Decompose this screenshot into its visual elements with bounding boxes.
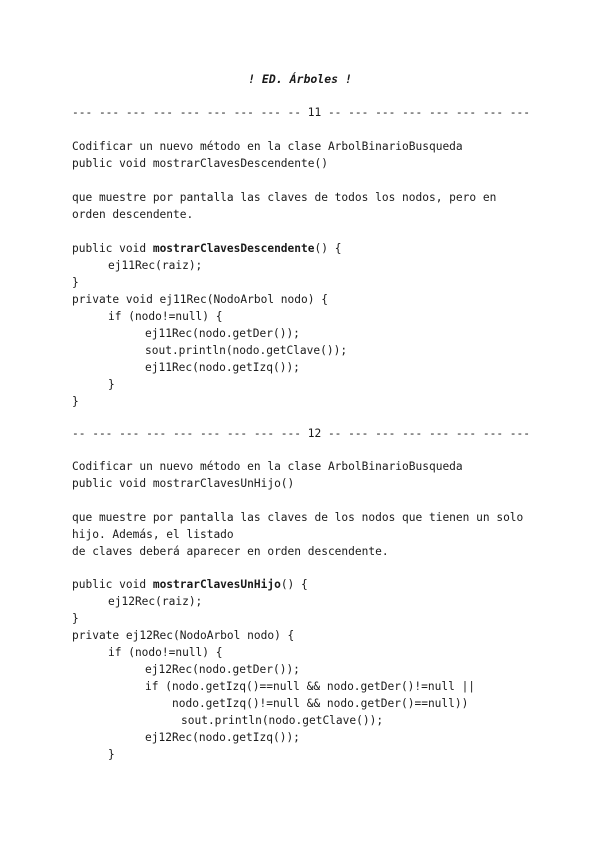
ex12-code-line: } [108, 748, 115, 761]
ex12-code-line: if (nodo!=null) { [108, 646, 223, 659]
ex11-code-line: private void ej11Rec(NodoArbol nodo) { [72, 293, 328, 306]
ex12-statement-line-4: hijo. Además, el listado [72, 528, 234, 541]
ex11-code-line: ej11Rec(raiz); [108, 259, 203, 272]
code-method-name: mostrarClavesUnHijo [152, 578, 281, 591]
ex12-statement-line-1: Codificar un nuevo método en la clase ArbolBinarioBusqueda [72, 460, 463, 473]
code-method-name: mostrarClavesDescendente [152, 242, 315, 255]
ex12-statement-line-5: de claves deberá aparecer en orden descendente. [72, 545, 389, 558]
ex12-statement-line-2: public void mostrarClavesUnHijo() [72, 477, 295, 490]
document-title: ! ED. Árboles ! [248, 72, 352, 86]
ex12-code-line: if (nodo.getIzq()==null && nodo.getDer()!=null || [145, 680, 476, 693]
ex12-code-line: private ej12Rec(NodoArbol nodo) { [72, 629, 295, 642]
ex12-code-line: sout.println(nodo.getClave()); [181, 714, 384, 727]
ex11-code-line: ej11Rec(nodo.getIzq()); [145, 361, 300, 374]
ex12-code-line: ej12Rec(nodo.getIzq()); [145, 731, 300, 744]
ex12-code-method-signature [72, 576, 308, 593]
ex11-code-method-signature [72, 240, 341, 257]
separator-12: -- --- --- --- --- --- --- --- --- 12 -- --- --- --- --- --- --- --- [72, 427, 531, 440]
ex11-statement-line-4: orden descendente. [72, 208, 194, 221]
ex11-code-line: sout.println(nodo.getClave()); [145, 344, 348, 357]
ex11-code-line: } [72, 276, 79, 289]
ex11-code-line: ej11Rec(nodo.getDer()); [145, 327, 300, 340]
code-keyword: public void [72, 242, 153, 255]
code-punctuation: () { [280, 578, 308, 591]
ex11-code-line: } [108, 378, 115, 391]
ex12-code-line: ej12Rec(nodo.getDer()); [145, 663, 300, 676]
ex12-code-line: nodo.getIzq()!=null && nodo.getDer()==null)) [172, 697, 469, 710]
ex11-statement-line-3: que muestre por pantalla las claves de todos los nodos, pero en [72, 191, 497, 204]
code-punctuation: () { [314, 242, 342, 255]
ex12-statement-line-3: que muestre por pantalla las claves de los nodos que tienen un solo [72, 511, 524, 524]
ex11-code-line: } [72, 395, 79, 408]
ex11-statement-line-1: Codificar un nuevo método en la clase ArbolBinarioBusqueda [72, 140, 463, 153]
ex12-code-line: ej12Rec(raiz); [108, 595, 203, 608]
code-keyword: public void [72, 578, 153, 591]
ex12-code-line: } [72, 612, 79, 625]
separator-11: --- --- --- --- --- --- --- --- -- 11 -- --- --- --- --- --- --- --- [72, 106, 531, 119]
ex11-code-line: if (nodo!=null) { [108, 310, 223, 323]
ex11-statement-line-2: public void mostrarClavesDescendente() [72, 157, 328, 170]
